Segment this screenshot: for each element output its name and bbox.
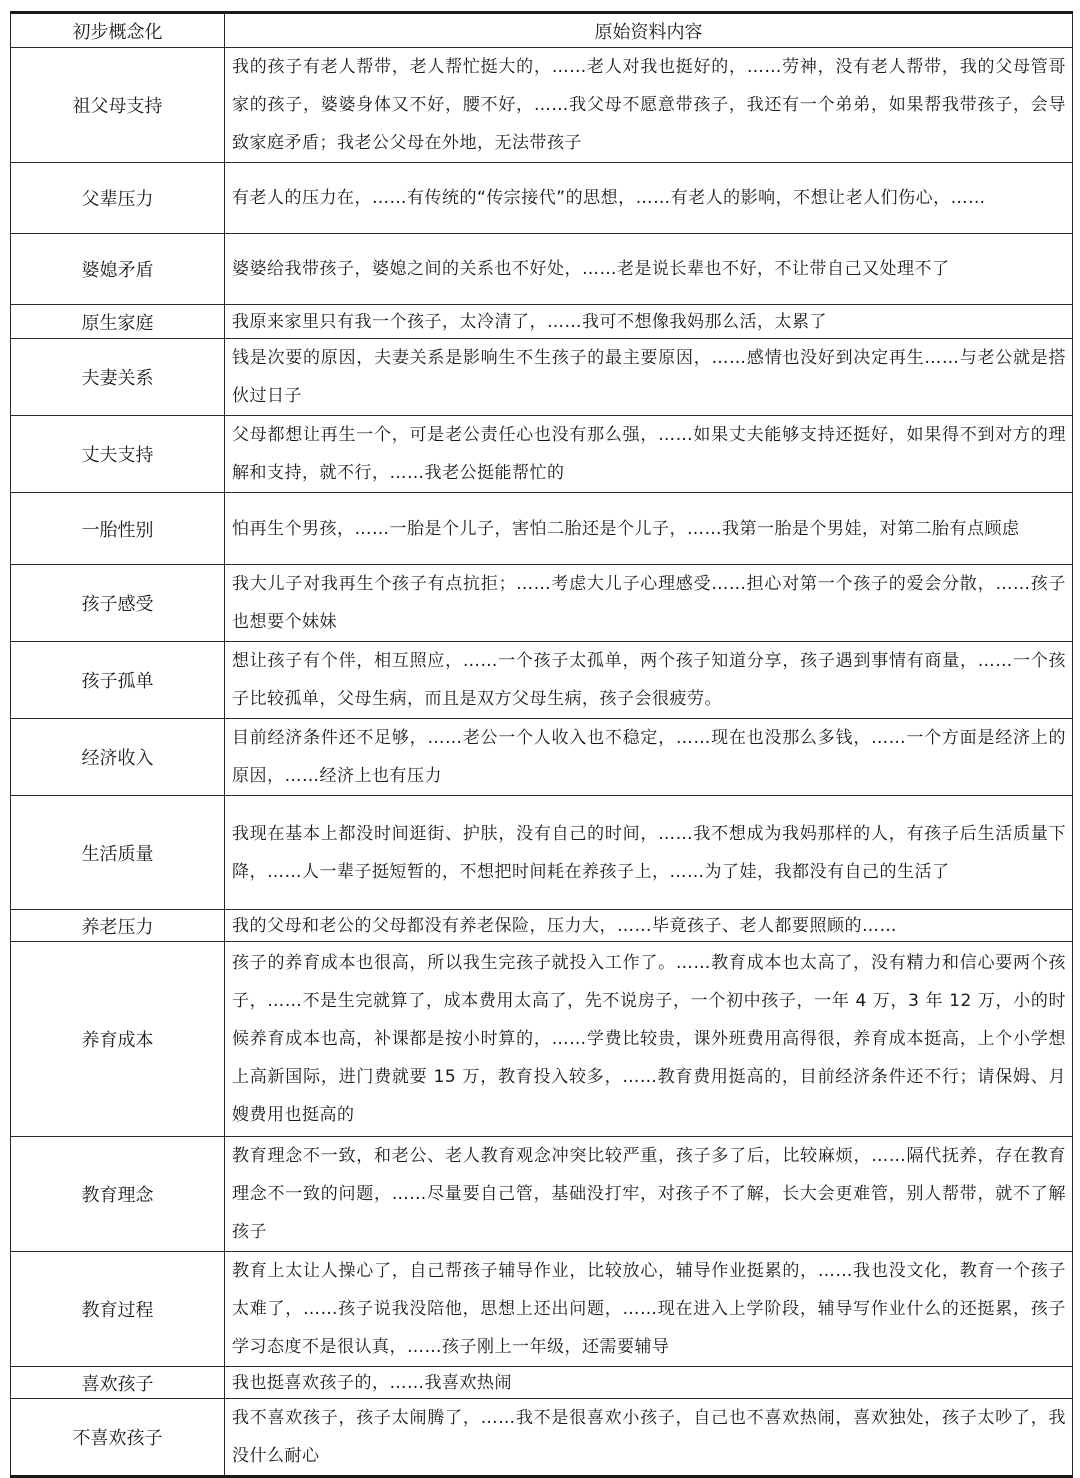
header-content: 原始资料内容	[225, 13, 1073, 48]
concept-cell: 不喜欢孩子	[11, 1399, 225, 1477]
table-row	[11, 942, 1073, 1137]
concept-cell: 祖父母支持	[11, 48, 225, 163]
table-row	[11, 493, 1073, 565]
table-row	[11, 416, 1073, 493]
content-cell: 我大儿子对我再生个孩子有点抗拒；……考虑大儿子心理感受……担心对第一个孩子的爱会分散，……孩子也想要个妹妹	[225, 565, 1073, 642]
table-row	[11, 910, 1073, 942]
table-row	[11, 565, 1073, 642]
content-cell: 我原来家里只有我一个孩子，太冷清了，……我可不想像我妈那么活，太累了	[225, 305, 1073, 339]
content-cell: 怕再生个男孩，……一胎是个儿子，害怕二胎还是个儿子，……我第一胎是个男娃，对第二胎有点顾虑	[225, 493, 1073, 565]
content-cell: 教育理念不一致，和老公、老人教育观念冲突比较严重，孩子多了后，比较麻烦，……隔代抚养，存在教育理念不一致的问题，……尽量要自己管，基础没打牢，对孩子不了解，长大会更难管，别人帮带，就不了解孩子	[225, 1137, 1073, 1252]
concept-cell: 养老压力	[11, 910, 225, 942]
content-cell: 钱是次要的原因，夫妻关系是影响生不生孩子的最主要原因，……感情也没好到决定再生……与老公就是搭伙过日子	[225, 339, 1073, 416]
content-cell: 婆婆给我带孩子，婆媳之间的关系也不好处，……老是说长辈也不好，不让带自己又处理不了	[225, 234, 1073, 305]
content-cell: 想让孩子有个伴，相互照应，……一个孩子太孤单，两个孩子知道分享，孩子遇到事情有商量，……一个孩子比较孤单，父母生病，而且是双方父母生病，孩子会很疲劳。	[225, 642, 1073, 719]
content-cell: 父母都想让再生一个，可是老公责任心也没有那么强，……如果丈夫能够支持还挺好，如果得不到对方的理解和支持，就不行，……我老公挺能帮忙的	[225, 416, 1073, 493]
table-row	[11, 163, 1073, 234]
table-row	[11, 642, 1073, 719]
content-cell: 我也挺喜欢孩子的，……我喜欢热闹	[225, 1367, 1073, 1399]
concept-cell: 经济收入	[11, 719, 225, 796]
table-row	[11, 1252, 1073, 1367]
table-row	[11, 234, 1073, 305]
content-cell: 教育上太让人操心了，自己帮孩子辅导作业，比较放心，辅导作业挺累的，……我也没文化，教育一个孩子太难了，……孩子说我没陪他，思想上还出问题，……现在进入上学阶段，辅导写作业什么的还挺累，孩子学习态度不是很认真，……孩子刚上一年级，还需要辅导	[225, 1252, 1073, 1367]
table-row	[11, 48, 1073, 163]
concept-cell: 教育理念	[11, 1137, 225, 1252]
table-row	[11, 1137, 1073, 1252]
concept-cell: 原生家庭	[11, 305, 225, 339]
content-cell: 我不喜欢孩子，孩子太闹腾了，……我不是很喜欢小孩子，自己也不喜欢热闹，喜欢独处，孩子太吵了，我没什么耐心	[225, 1399, 1073, 1477]
table-header-row	[11, 13, 1073, 48]
content-cell: 孩子的养育成本也很高，所以我生完孩子就投入工作了。……教育成本也太高了，没有精力和信心要两个孩子，……不是生完就算了，成本费用太高了，先不说房子，一个初中孩子，一年 4 万，3 年 12 万，小的时候养育成本也高，补课都是按小时算的，……学费比较贵，课外班费用高得很，养育成本挺高，上个小学想上高新国际，进门费就要 15 万，教育投入较多，……教育费用挺高的，目前经济条件还不行；请保姆、月嫂费用也挺高的	[225, 942, 1073, 1137]
content-cell: 我现在基本上都没时间逛街、护肤，没有自己的时间，……我不想成为我妈那样的人，有孩子后生活质量下降，……人一辈子挺短暂的，不想把时间耗在养孩子上，……为了娃，我都没有自己的生活了	[225, 796, 1073, 910]
table-row	[11, 1367, 1073, 1399]
table-row	[11, 305, 1073, 339]
content-cell: 目前经济条件还不足够，……老公一个人收入也不稳定，……现在也没那么多钱，……一个方面是经济上的原因，……经济上也有压力	[225, 719, 1073, 796]
table-row	[11, 1399, 1073, 1477]
concept-cell: 孩子孤单	[11, 642, 225, 719]
concept-cell: 父辈压力	[11, 163, 225, 234]
concept-cell: 丈夫支持	[11, 416, 225, 493]
concept-cell: 喜欢孩子	[11, 1367, 225, 1399]
concept-cell: 夫妻关系	[11, 339, 225, 416]
concept-cell: 生活质量	[11, 796, 225, 910]
content-cell: 有老人的压力在，……有传统的“传宗接代”的思想，……有老人的影响，不想让老人们伤心，……	[225, 163, 1073, 234]
concept-cell: 教育过程	[11, 1252, 225, 1367]
header-concept: 初步概念化	[11, 13, 225, 48]
concept-cell: 养育成本	[11, 942, 225, 1137]
content-cell: 我的孩子有老人帮带，老人帮忙挺大的，……老人对我也挺好的，……劳神，没有老人帮带，我的父母管哥家的孩子，婆婆身体又不好，腰不好，……我父母不愿意带孩子，我还有一个弟弟，如果帮我带孩子，会导致家庭矛盾；我老公父母在外地，无法带孩子	[225, 48, 1073, 163]
concept-cell: 婆媳矛盾	[11, 234, 225, 305]
concept-cell: 孩子感受	[11, 565, 225, 642]
content-cell: 我的父母和老公的父母都没有养老保险，压力大，……毕竟孩子、老人都要照顾的……	[225, 910, 1073, 942]
table-row	[11, 796, 1073, 910]
coding-table	[10, 11, 1073, 1478]
concept-cell: 一胎性别	[11, 493, 225, 565]
table-row	[11, 719, 1073, 796]
table-row	[11, 339, 1073, 416]
